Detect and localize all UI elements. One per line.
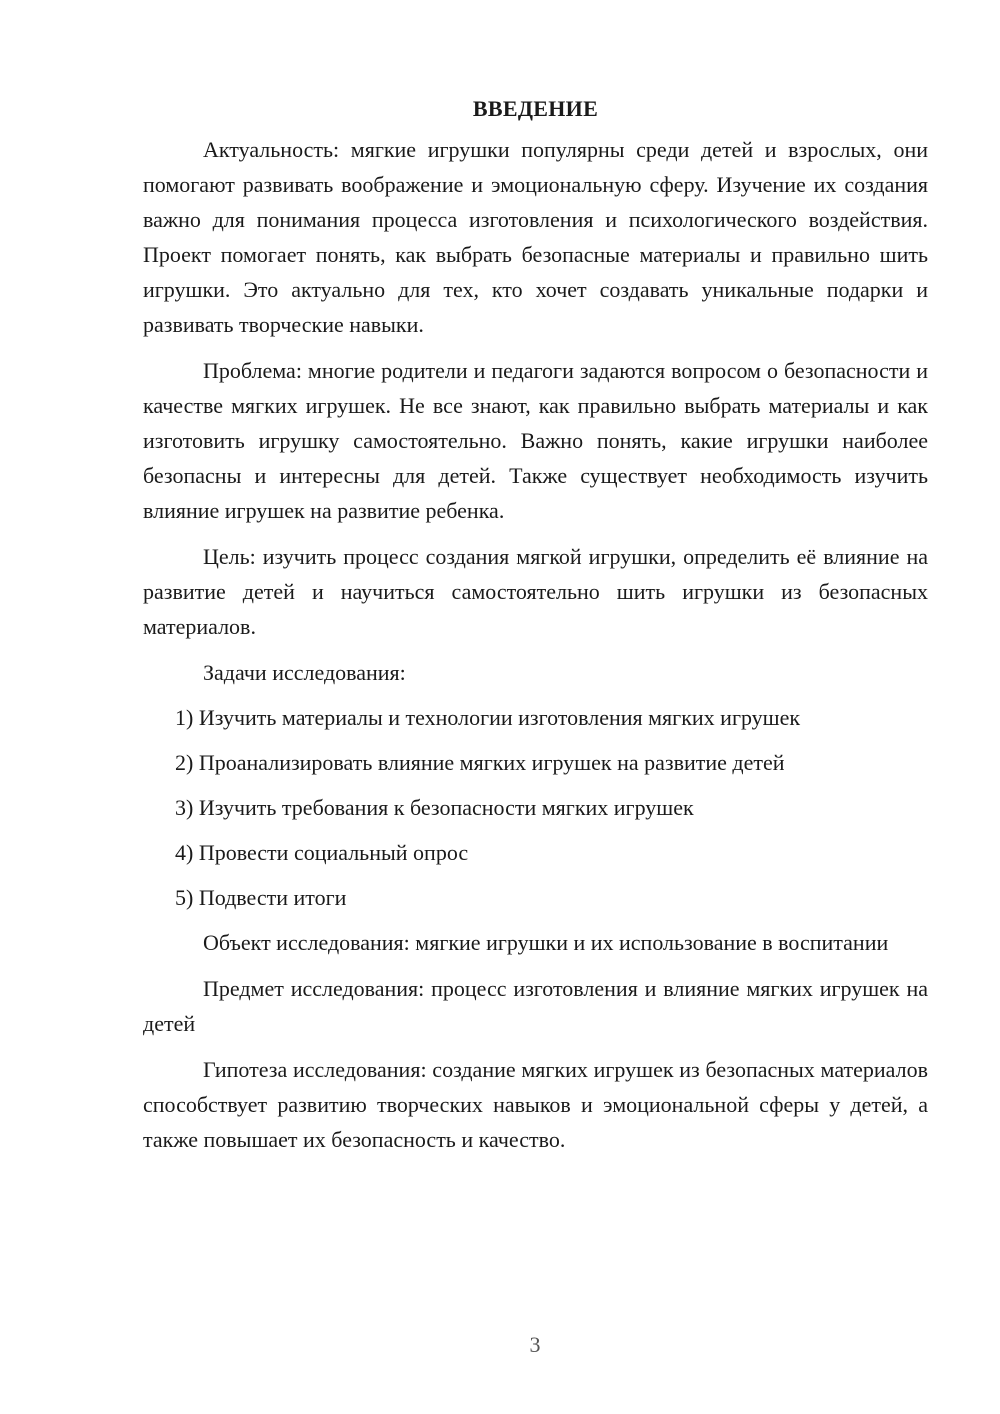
task-item: 2) Проанализировать влияние мягких игрушек на развитие детей xyxy=(175,750,785,775)
object-paragraph: Объект исследования: мягкие игрушки и их использование в воспитании xyxy=(203,930,889,955)
relevance-paragraph: Актуальность: мягкие игрушки популярны среди детей и взрослых, они помогают развивать воображение и эмоциональную сферу. Изучение их создания важно для понимания процесса изготовления и психологического воздействия. Проект помогает понять, как выбрать безопасные материалы и правильно шить игрушки. Это актуально для тех, кто хочет создавать уникальные подарки и развивать творческие навыки. xyxy=(143,137,928,337)
task-item: 3) Изучить требования к безопасности мягких игрушек xyxy=(175,795,694,820)
task-item: 1) Изучить материалы и технологии изготовления мягких игрушек xyxy=(175,705,801,730)
task-list xyxy=(143,700,928,915)
problem-paragraph: Проблема: многие родители и педагоги задаются вопросом о безопасности и качестве мягких игрушек. Не все знают, как правильно выбрать материалы и как изготовить игрушку самостоятельно. Важно понять, какие игрушки наиболее безопасны и интересны для детей. Также существует необходимость изучить влияние игрушек на развитие ребенка. xyxy=(143,358,928,523)
page-number: 3 xyxy=(529,1332,541,1357)
tasks-label: Задачи исследования: xyxy=(203,660,406,685)
subject-paragraph: Предмет исследования: процесс изготовления и влияние мягких игрушек на детей xyxy=(143,976,928,1036)
goal-paragraph: Цель: изучить процесс создания мягкой игрушки, определить её влияние на развитие детей и научиться самостоятельно шить игрушки из безопасных материалов. xyxy=(143,544,928,639)
task-item: 4) Провести социальный опрос xyxy=(175,840,469,865)
section-heading: ВВЕДЕНИЕ xyxy=(472,96,599,121)
document-page xyxy=(143,92,928,1168)
task-item: 5) Подвести итоги xyxy=(175,885,347,910)
hypothesis-paragraph: Гипотеза исследования: создание мягких игрушек из безопасных материалов способствует развитию творческих навыков и эмоциональной сферы у детей, а также повышает их безопасность и качество. xyxy=(143,1057,928,1152)
